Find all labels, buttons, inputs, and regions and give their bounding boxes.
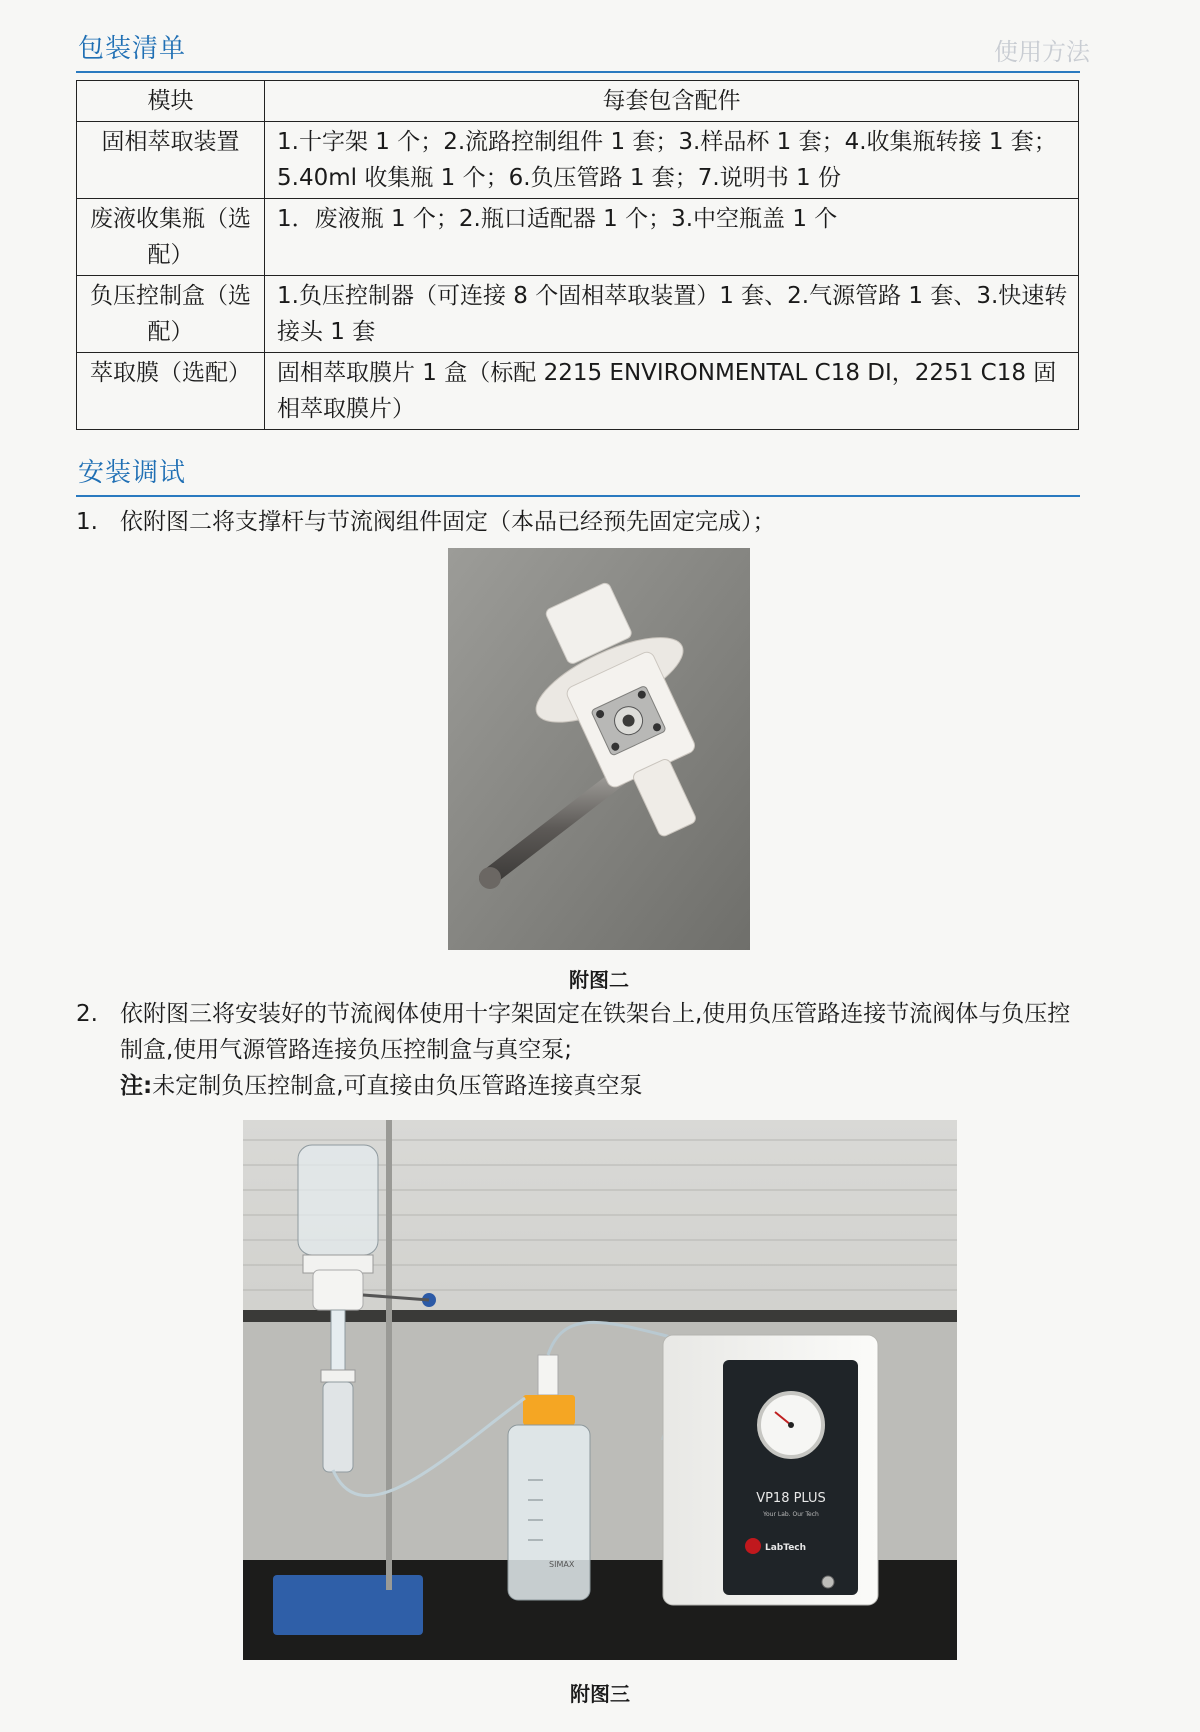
figure-3-setup-photo: [243, 1120, 957, 1660]
pump-brand-label: LabTech: [765, 1543, 807, 1553]
table-row: [77, 199, 1079, 276]
row-module: 萃取膜（选配）: [77, 353, 265, 430]
step-1: [76, 504, 1086, 540]
figure-3-caption: 附图三: [570, 1682, 630, 1706]
step-text: 依附图三将安装好的节流阀体使用十字架固定在铁架台上,使用负压管路连接节流阀体与负压控制盒,使用气源管路连接负压控制盒与真空泵;: [120, 1001, 1071, 1063]
row-accessories: 固相萃取膜片 1 盒（标配 2215 ENVIRONMENTAL C18 DI，2251 C18 固相萃取膜片）: [265, 353, 1079, 430]
step-number: 2.: [76, 1001, 98, 1027]
bleed-through-header: 使用方法: [994, 38, 1090, 66]
header-accessories: 每套包含配件: [265, 81, 1079, 122]
row-module: 固相萃取装置: [77, 122, 265, 199]
row-accessories: 1.十字架 1 个；2.流路控制组件 1 套；3.样品杯 1 套；4.收集瓶转接 1 套；5.40ml 收集瓶 1 个；6.负压管路 1 套；7.说明书 1 份: [265, 122, 1079, 199]
pump-model-label: VP18 PLUS: [756, 1491, 826, 1506]
section-title-packing: 包装清单: [76, 28, 1080, 73]
bottle-brand-label: SIMAX: [549, 1560, 575, 1569]
row-accessories: 1.负压控制器（可连接 8 个固相萃取装置）1 套、2.气源管路 1 套、3.快速转接头 1 套: [265, 276, 1079, 353]
step-text: 依附图二将支撑杆与节流阀组件固定（本品已经预先固定完成）；: [120, 509, 776, 535]
table-row: [77, 353, 1079, 430]
pump-slogan-label: Your Lab. Our Tech: [763, 1511, 819, 1518]
table-row: [77, 276, 1079, 353]
table-header-row: [77, 81, 1079, 122]
figure-2-valve-photo: [448, 548, 750, 950]
note-text: 未定制负压控制盒,可直接由负压管路连接真空泵: [152, 1073, 643, 1099]
step-2: [76, 996, 1086, 1104]
packing-list-table: [76, 80, 1079, 430]
figure-2-caption: 附图二: [569, 968, 629, 992]
row-module: 负压控制盒（选配）: [77, 276, 265, 353]
step-number: 1.: [76, 509, 98, 535]
row-module: 废液收集瓶（选配）: [77, 199, 265, 276]
table-row: [77, 122, 1079, 199]
row-accessories: 1．废液瓶 1 个；2.瓶口适配器 1 个；3.中空瓶盖 1 个: [265, 199, 1079, 276]
note-label: 注:: [120, 1073, 153, 1099]
step-note: [120, 1068, 1086, 1104]
header-module: 模块: [77, 81, 265, 122]
section-title-install: 安装调试: [76, 452, 1080, 497]
